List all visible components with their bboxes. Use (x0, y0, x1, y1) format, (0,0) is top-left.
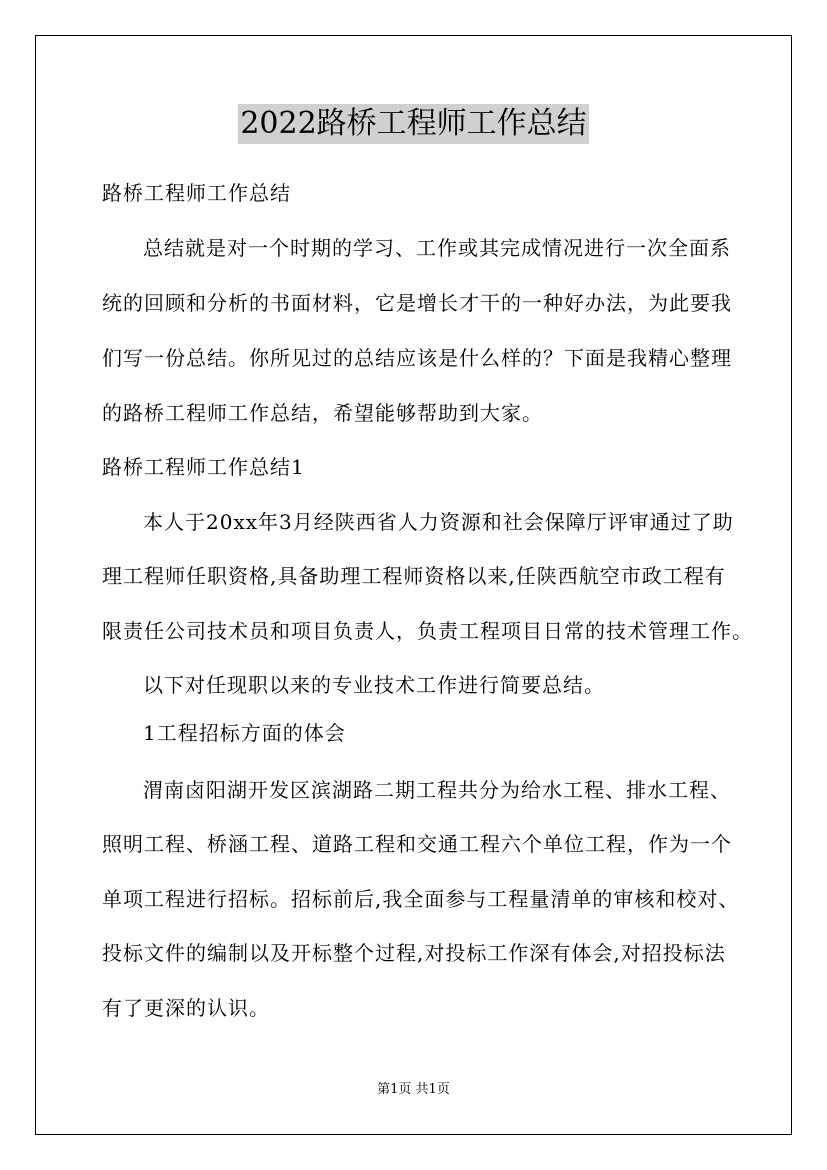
section-heading: 路桥工程师工作总结1 (102, 455, 305, 479)
section-heading: 路桥工程师工作总结 (102, 181, 291, 205)
paragraph-line: 本人于20xx年3月经陕西省人力资源和社会保障厅评审通过了助 (143, 510, 734, 534)
paragraph-line: 有了更深的认识。 (102, 996, 270, 1020)
paragraph-line: 们写一份总结。你所见过的总结应该是什么样的？下面是我精心整理 (102, 346, 732, 370)
paragraph-line: 的路桥工程师工作总结，希望能够帮助到大家。 (102, 401, 543, 425)
paragraph-line: 照明工程、桥涵工程、道路工程和交通工程六个单位工程，作为一个 (102, 832, 732, 856)
subsection-heading: 1工程招标方面的体会 (143, 721, 346, 745)
paragraph-line: 总结就是对一个时期的学习、工作或其完成情况进行一次全面系 (143, 236, 731, 260)
paragraph-line: 理工程师任职资格,具备助理工程师资格以来,任陕西航空市政工程有 (102, 564, 726, 588)
document-title: 2022路桥工程师工作总结 (238, 104, 588, 144)
paragraph-line: 投标文件的编制以及开标整个过程,对投标工作深有体会,对招投标法 (102, 941, 726, 965)
page-footer: 第1页 共1页 (377, 1082, 450, 1097)
paragraph-line: 限责任公司技术员和项目负责人，负责工程项目日常的技术管理工作。 (102, 619, 753, 643)
paragraph-line: 渭南卤阳湖开发区滨湖路二期工程共分为给水工程、排水工程、 (143, 778, 731, 802)
paragraph-line: 单项工程进行招标。招标前后,我全面参与工程量清单的审核和校对、 (102, 887, 740, 911)
paragraph-line: 以下对任现职以来的专业技术工作进行简要总结。 (143, 673, 605, 697)
title-container (0, 104, 827, 144)
paragraph-line: 统的回顾和分析的书面材料，它是增长才干的一种好办法，为此要我 (102, 291, 732, 315)
